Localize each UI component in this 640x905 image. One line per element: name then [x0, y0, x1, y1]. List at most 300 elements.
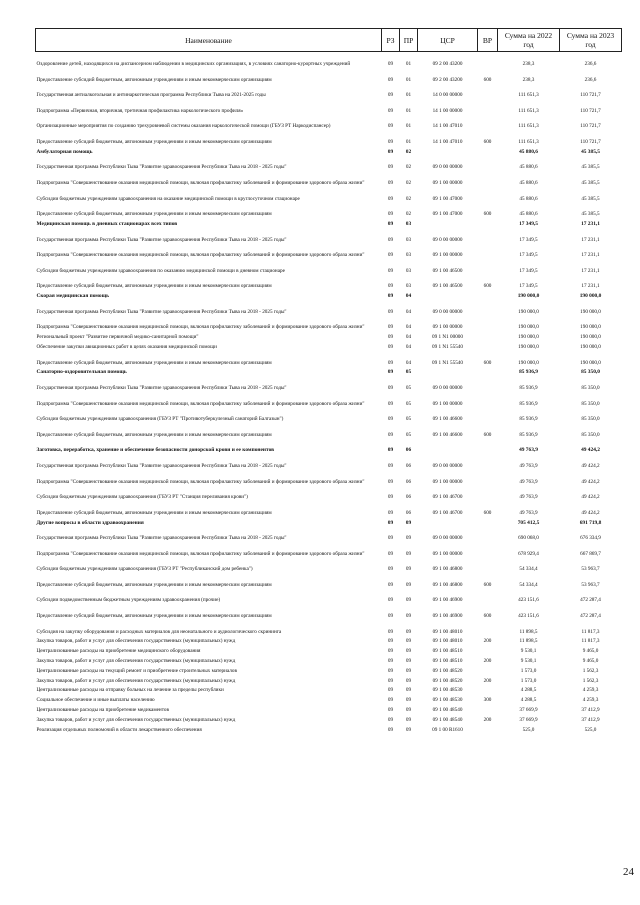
row-pr: 06	[405, 462, 412, 469]
row-vr: 600	[483, 283, 492, 290]
row-csr: 09 1 00 48520	[432, 677, 463, 684]
row-sum-2023: 9 465,0	[582, 648, 599, 655]
row-sum-2023: 17 231,1	[581, 252, 600, 259]
row-csr	[418, 366, 478, 376]
row-name: Централизованные расходы на приобретение медицинского оборудования	[36, 648, 201, 655]
row-vr	[478, 243, 498, 259]
row-sum-2023: 472 287,4	[580, 613, 601, 620]
row-name: Субсидии бюджетным учреждениям здравоохранения (ГБУЗ РТ "Республиканский дом ребенка")	[36, 566, 253, 573]
row-vr	[478, 684, 498, 694]
row-vr	[478, 83, 498, 99]
table-row	[36, 315, 622, 331]
row-sum-2023: 110 721,7	[580, 107, 601, 114]
row-csr: 09 1 00 00000	[432, 400, 463, 407]
row-sum-2022: 45 880,6	[519, 211, 538, 218]
row-pr: 09	[405, 658, 412, 665]
row-csr: 09 0 00 00000	[432, 535, 463, 542]
row-csr: 09 1 00 46900	[432, 597, 463, 604]
row-sum-2022: 17 349,5	[519, 221, 538, 228]
row-vr	[478, 114, 498, 130]
table-header-row	[36, 29, 622, 52]
table-row	[36, 258, 622, 274]
table-row	[36, 217, 622, 227]
row-sum-2022: 111 651,3	[518, 92, 539, 99]
row-csr	[418, 516, 478, 526]
row-pr: 02	[405, 180, 412, 187]
row-sum-2023: 49 424,2	[581, 462, 600, 469]
row-vr	[478, 723, 498, 733]
table-row	[36, 299, 622, 315]
row-name: Подпрограмма "Совершенствование оказания медицинской помощи, включая профилактику заболеваний и формирование здорового образа жизни"	[36, 324, 365, 331]
row-sum-2022: 85 936,9	[519, 384, 538, 391]
row-pr: 09	[405, 613, 412, 620]
row-pr: 04	[405, 359, 412, 366]
row-vr	[478, 289, 498, 299]
table-row	[36, 67, 622, 83]
row-name: Предоставление субсидий бюджетным, автономным учреждениям и иным некоммерческим организациям	[36, 431, 272, 438]
row-name: Государственная программа Республики Тыва "Развитие здравоохранения Республики Тыва на 2018 - 2025 годы"	[36, 236, 287, 243]
row-csr: 09 2 00 43200	[432, 76, 463, 83]
row-pr: 04	[405, 334, 412, 341]
table-row	[36, 375, 622, 391]
row-vr	[478, 664, 498, 674]
row-vr	[478, 588, 498, 604]
row-rz: 09	[387, 123, 394, 130]
row-name: Санаторно-оздоровительная помощь	[36, 369, 127, 376]
row-csr: 09 1 00 00000	[432, 252, 463, 259]
table-row	[36, 186, 622, 202]
row-pr: 09	[405, 707, 412, 714]
table-row	[36, 243, 622, 259]
row-vr	[478, 366, 498, 376]
row-rz: 09	[387, 648, 394, 655]
row-csr: 09 0 00 00000	[432, 384, 463, 391]
row-rz: 09	[387, 638, 394, 645]
row-pr: 01	[405, 92, 412, 99]
row-vr	[478, 541, 498, 557]
row-name: Региональный проект "Развитие первичной медико-санитарной помощи"	[36, 334, 199, 341]
row-rz: 09	[387, 293, 394, 300]
row-rz: 09	[387, 658, 394, 665]
row-sum-2022: 17 349,5	[519, 267, 538, 274]
row-sum-2023: 236,6	[584, 76, 597, 83]
row-sum-2022: 9 530,1	[520, 648, 537, 655]
table-row	[36, 227, 622, 243]
row-pr: 01	[405, 139, 412, 146]
row-sum-2022: 4 288,5	[520, 687, 537, 694]
row-rz: 09	[387, 334, 394, 341]
row-vr	[478, 299, 498, 315]
table-row	[36, 469, 622, 485]
row-vr	[478, 375, 498, 391]
row-sum-2022: 85 936,9	[519, 369, 538, 376]
row-pr: 09	[405, 716, 412, 723]
row-csr: 09 1 00 00000	[432, 324, 463, 331]
budget-table	[35, 28, 622, 733]
row-pr: 09	[405, 687, 412, 694]
row-rz: 09	[387, 236, 394, 243]
row-pr: 03	[405, 221, 412, 228]
row-sum-2022: 423 151,6	[518, 613, 539, 620]
row-pr: 09	[405, 581, 412, 588]
table-row	[36, 723, 622, 733]
row-pr: 05	[405, 369, 412, 376]
row-pr: 06	[405, 494, 412, 501]
row-csr: 09 1 00 46700	[432, 509, 463, 516]
row-rz: 09	[387, 447, 394, 454]
row-sum-2023: 110 721,7	[580, 92, 601, 99]
row-csr: 09 1 00 00000	[432, 550, 463, 557]
row-sum-2022: 190 000,0	[518, 308, 539, 315]
row-name: Государственная программа Республики Тыва "Развитие здравоохранения Республики Тыва на 2018 - 2025 годы"	[36, 462, 287, 469]
row-csr: 09 1 00 48520	[432, 667, 463, 674]
row-sum-2023: 190 000,0	[580, 359, 601, 366]
row-sum-2022: 49 763,9	[519, 462, 538, 469]
row-sum-2022: 1 573,0	[520, 677, 537, 684]
row-name: Субсидии бюджетным учреждениям здравоохранения (ГБУЗ РТ "Противотуберкулезный санаторий Балгазын")	[36, 416, 284, 423]
table-row	[36, 500, 622, 516]
row-sum-2023: 190 000,0	[580, 334, 601, 341]
row-sum-2022: 17 349,5	[519, 283, 538, 290]
row-sum-2023: 49 424,2	[581, 447, 600, 454]
row-csr: 09 1 00 47000	[432, 195, 463, 202]
row-sum-2023: 676 334,9	[580, 535, 601, 542]
row-sum-2023: 17 231,1	[581, 221, 600, 228]
row-sum-2023: 691 719,8	[579, 519, 602, 526]
row-pr: 09	[405, 667, 412, 674]
row-vr: 200	[483, 716, 492, 723]
row-sum-2023: 85 350,0	[581, 431, 600, 438]
header-sum-2023: Сумма на 2023 год	[560, 29, 622, 52]
table-row	[36, 340, 622, 350]
row-name: Обеспечение закупки авиационных работ в целях оказания медицинской помощи	[36, 343, 217, 350]
row-rz: 09	[387, 107, 394, 114]
row-csr: 14 1 00 00000	[432, 107, 463, 114]
row-name: Скорая медицинская помощь	[36, 293, 109, 300]
row-sum-2022: 45 880,6	[519, 195, 538, 202]
row-sum-2022: 11 898,5	[519, 628, 538, 635]
row-vr	[478, 438, 498, 454]
row-name: Государственная программа Республики Тыва "Развитие здравоохранения Республики Тыва на 2018 - 2025 годы"	[36, 384, 287, 391]
row-csr: 09 0 00 00000	[432, 462, 463, 469]
row-pr: 09	[405, 628, 412, 635]
row-sum-2023: 190 000,0	[580, 324, 601, 331]
row-csr: 09 0 00 00000	[432, 308, 463, 315]
row-name: Заготовка, переработка, хранение и обеспечение безопасности донорской крови и ее компонентов	[36, 447, 275, 454]
row-vr	[478, 330, 498, 340]
row-pr: 01	[405, 107, 412, 114]
row-sum-2022: 54 334,4	[519, 566, 538, 573]
row-name: Предоставление субсидий бюджетным, автономным учреждениям и иным некоммерческим организациям	[36, 509, 272, 516]
row-sum-2022: 85 936,9	[519, 416, 538, 423]
row-vr	[478, 98, 498, 114]
row-sum-2023: 236,6	[584, 61, 597, 68]
row-vr	[478, 469, 498, 485]
table-row	[36, 703, 622, 713]
row-rz: 09	[387, 139, 394, 146]
row-vr	[478, 52, 498, 68]
row-pr: 03	[405, 236, 412, 243]
row-pr: 09	[405, 550, 412, 557]
row-rz: 09	[387, 478, 394, 485]
table-row	[36, 713, 622, 723]
row-pr: 04	[405, 324, 412, 331]
table-row	[36, 664, 622, 674]
header-sum-2022: Сумма на 2022 год	[498, 29, 560, 52]
row-vr	[478, 340, 498, 350]
row-vr	[478, 557, 498, 573]
row-sum-2023: 110 721,7	[580, 123, 601, 130]
table-row	[36, 83, 622, 99]
table-row	[36, 170, 622, 186]
row-name: Централизованные расходы на текущий ремонт и приобретение строительных материалов	[36, 667, 237, 674]
row-name: Подпрограмма "Совершенствование оказания медицинской помощи, включая профилактику заболеваний и формирование здорового образа жизни"	[36, 400, 365, 407]
row-csr: 09 1 00 46500	[432, 283, 463, 290]
row-rz: 09	[387, 613, 394, 620]
row-pr: 02	[405, 164, 412, 171]
row-rz: 09	[387, 431, 394, 438]
row-csr	[418, 438, 478, 454]
row-sum-2023: 4 259,3	[582, 687, 599, 694]
row-sum-2022: 54 334,4	[519, 581, 538, 588]
row-rz: 09	[387, 494, 394, 501]
table-row	[36, 526, 622, 542]
row-pr: 05	[405, 431, 412, 438]
row-sum-2022: 238,3	[522, 61, 535, 68]
table-row	[36, 129, 622, 145]
row-rz: 09	[387, 384, 394, 391]
table-row	[36, 366, 622, 376]
row-pr: 01	[405, 123, 412, 130]
header-pr: ПР	[400, 29, 418, 52]
row-sum-2023: 11 817,3	[581, 628, 600, 635]
row-sum-2023: 190 000,0	[580, 308, 601, 315]
row-name: Подпрограмма "Совершенствование оказания медицинской помощи, включая профилактику заболеваний и формирование здорового образа жизни"	[36, 550, 365, 557]
row-sum-2022: 45 880,6	[519, 180, 538, 187]
row-pr: 04	[405, 308, 412, 315]
row-rz: 09	[387, 667, 394, 674]
row-csr: 09 1 00 48010	[432, 638, 463, 645]
row-sum-2022: 45 880,6	[519, 148, 538, 155]
row-sum-2022: 37 669,9	[519, 707, 538, 714]
row-csr: 09 1 00 48540	[432, 707, 463, 714]
row-csr: 09 0 00 00000	[432, 236, 463, 243]
table-row	[36, 422, 622, 438]
row-pr: 09	[405, 677, 412, 684]
row-pr: 03	[405, 283, 412, 290]
row-csr: 09 1 00 48510	[432, 658, 463, 665]
row-vr	[478, 526, 498, 542]
row-rz: 09	[387, 509, 394, 516]
table-row	[36, 654, 622, 664]
row-rz: 09	[387, 252, 394, 259]
row-vr	[478, 703, 498, 713]
row-sum-2022: 190 000,0	[518, 343, 539, 350]
row-name: Закупка товаров, работ и услуг для обеспечения государственных (муниципальных) нужд	[36, 638, 236, 645]
row-vr	[478, 315, 498, 331]
row-name: Подпрограмма «Первичная, вторичная, третичная профилактика наркологического профиля»	[36, 107, 244, 114]
row-vr: 600	[483, 76, 492, 83]
table-row	[36, 485, 622, 501]
row-name: Подпрограмма "Совершенствование оказания медицинской помощи, включая профилактику заболеваний и формирование здорового образа жизни"	[36, 180, 365, 187]
row-sum-2022: 11 898,5	[519, 638, 538, 645]
row-name: Подпрограмма "Совершенствование оказания медицинской помощи, включая профилактику заболеваний и формирование здорового образа жизни"	[36, 478, 365, 485]
row-rz: 09	[387, 221, 394, 228]
row-rz: 09	[387, 61, 394, 68]
row-rz: 09	[387, 597, 394, 604]
row-sum-2022: 9 530,1	[520, 658, 537, 665]
row-csr: 09 1 00 47000	[432, 211, 463, 218]
row-sum-2023: 49 424,2	[581, 509, 600, 516]
header-name: Наименование	[36, 29, 382, 52]
row-sum-2023: 190 000,0	[579, 293, 602, 300]
row-sum-2023: 45 385,5	[581, 211, 600, 218]
row-sum-2022: 190 000,0	[517, 293, 540, 300]
table-row	[36, 52, 622, 68]
table-row	[36, 145, 622, 155]
row-sum-2022: 190 000,0	[518, 359, 539, 366]
row-sum-2023: 49 424,2	[581, 478, 600, 485]
table-row	[36, 516, 622, 526]
row-pr: 06	[405, 509, 412, 516]
row-vr: 600	[483, 613, 492, 620]
row-vr: 200	[483, 658, 492, 665]
row-sum-2022: 525,0	[522, 726, 535, 733]
row-vr	[478, 170, 498, 186]
row-name: Медицинская помощь в дневных стационарах всех типов	[36, 221, 178, 228]
row-name: Предоставление субсидий бюджетным, автономным учреждениям и иным некоммерческим организациям	[36, 581, 272, 588]
row-sum-2023: 11 817,3	[581, 638, 600, 645]
row-sum-2022: 690 068,0	[518, 535, 539, 542]
row-csr: 09 2 00 43200	[432, 61, 463, 68]
header-vr: ВР	[478, 29, 498, 52]
row-sum-2023: 37 412,9	[581, 716, 600, 723]
row-pr: 03	[405, 252, 412, 259]
row-vr	[478, 391, 498, 407]
row-csr: 09 1 00 46800	[432, 566, 463, 573]
row-pr: 09	[405, 566, 412, 573]
row-rz: 09	[387, 716, 394, 723]
table-row	[36, 202, 622, 218]
table-row	[36, 274, 622, 290]
row-pr: 04	[405, 343, 412, 350]
header-rz: РЗ	[382, 29, 400, 52]
row-rz: 09	[387, 687, 394, 694]
row-vr	[478, 619, 498, 635]
row-vr	[478, 407, 498, 423]
row-csr: 09 1 N1 55540	[432, 343, 463, 350]
row-pr: 05	[405, 400, 412, 407]
table-row	[36, 391, 622, 407]
row-rz: 09	[387, 148, 394, 155]
table-row	[36, 684, 622, 694]
row-rz: 09	[387, 211, 394, 218]
budget-page	[35, 28, 621, 733]
table-row	[36, 541, 622, 557]
row-vr	[478, 227, 498, 243]
row-pr: 03	[405, 267, 412, 274]
table-row	[36, 693, 622, 703]
row-rz: 09	[387, 267, 394, 274]
table-row	[36, 114, 622, 130]
row-csr: 09 0 00 00000	[432, 164, 463, 171]
row-sum-2023: 4 259,3	[582, 697, 599, 704]
row-csr: 09 1 00 46800	[432, 581, 463, 588]
table-row	[36, 619, 622, 635]
row-sum-2023: 110 721,7	[580, 139, 601, 146]
row-sum-2022: 705 412,5	[517, 519, 540, 526]
table-row	[36, 588, 622, 604]
row-csr	[418, 145, 478, 155]
row-sum-2022: 49 763,9	[519, 447, 538, 454]
row-csr: 09 1 00 R1610	[432, 726, 463, 733]
row-name: Субсидии бюджетным учреждениям здравоохранения на оказание медицинской помощи в круглосуточном стационаре	[36, 195, 300, 202]
row-sum-2022: 4 288,5	[520, 697, 537, 704]
row-name: Государственная программа Республики Тыва "Развитие здравоохранения Республики Тыва на 2018 - 2025 годы"	[36, 308, 287, 315]
table-row	[36, 674, 622, 684]
row-sum-2023: 17 231,1	[581, 267, 600, 274]
row-sum-2023: 53 963,7	[581, 581, 600, 588]
row-rz: 09	[387, 519, 394, 526]
row-name: Централизованные расходы на приобретение медикаментов	[36, 707, 169, 714]
row-rz: 09	[387, 400, 394, 407]
table-row	[36, 603, 622, 619]
row-csr: 09 1 00 48010	[432, 628, 463, 635]
page-number: 24	[623, 866, 634, 878]
row-rz: 09	[387, 324, 394, 331]
row-name: Субсидии бюджетным учреждениям здравоохранения по оказанию медицинской помощи в дневном стационаре	[36, 267, 285, 274]
row-csr: 09 1 00 48540	[432, 716, 463, 723]
row-name: Государственная программа Республики Тыва "Развитие здравоохранения Республики Тыва на 2018 - 2025 годы"	[36, 535, 287, 542]
row-sum-2022: 45 880,6	[519, 164, 538, 171]
row-name: Субсидии бюджетным учреждениям здравоохранения (ГБУЗ РТ "Станция переливания крови")	[36, 494, 248, 501]
row-csr: 09 1 00 48530	[432, 697, 463, 704]
row-csr	[418, 289, 478, 299]
row-name: Предоставление субсидий бюджетным, автономным учреждениям и иным некоммерческим организациям	[36, 139, 272, 146]
row-name: Субсидия на закупку оборудования и расходных материалов для неонатального и аудиологического скрининга	[36, 628, 282, 635]
row-rz: 09	[387, 550, 394, 557]
row-rz: 09	[387, 707, 394, 714]
row-sum-2022: 190 000,0	[518, 324, 539, 331]
row-csr: 09 1 00 46600	[432, 431, 463, 438]
row-sum-2023: 9 465,0	[582, 658, 599, 665]
row-name: Предоставление субсидий бюджетным, автономным учреждениям и иным некоммерческим организациям	[36, 359, 272, 366]
row-sum-2023: 45 385,5	[581, 195, 600, 202]
row-name: Субсидии подведомственным бюджетным учреждениям здравоохранения (прочие)	[36, 597, 221, 604]
row-vr: 600	[483, 431, 492, 438]
row-rz: 09	[387, 677, 394, 684]
row-sum-2022: 423 151,6	[518, 597, 539, 604]
table-row	[36, 438, 622, 454]
table-row	[36, 330, 622, 340]
row-name: Оздоровление детей, находящихся на диспансерном наблюдении в медицинских организациях, в условиях санаторно-курортных учреждений	[36, 61, 351, 68]
row-pr: 09	[405, 648, 412, 655]
row-name: Амбулаторная помощь	[36, 148, 93, 155]
row-name: Централизованные расходы на отправку больных на лечение за пределы республики	[36, 687, 224, 694]
row-name: Закупка товаров, работ и услуг для обеспечения государственных (муниципальных) нужд	[36, 677, 236, 684]
row-pr: 09	[405, 638, 412, 645]
row-csr: 09 1 00 48530	[432, 687, 463, 694]
row-csr: 09 1 00 46900	[432, 613, 463, 620]
row-sum-2023: 85 350,0	[581, 384, 600, 391]
row-sum-2023: 667 869,7	[580, 550, 601, 557]
row-vr	[478, 217, 498, 227]
table-row	[36, 453, 622, 469]
row-vr	[478, 155, 498, 171]
row-sum-2022: 49 763,9	[519, 509, 538, 516]
row-pr: 02	[405, 195, 412, 202]
row-name: Социальное обеспечение и иные выплаты населению	[36, 697, 155, 704]
